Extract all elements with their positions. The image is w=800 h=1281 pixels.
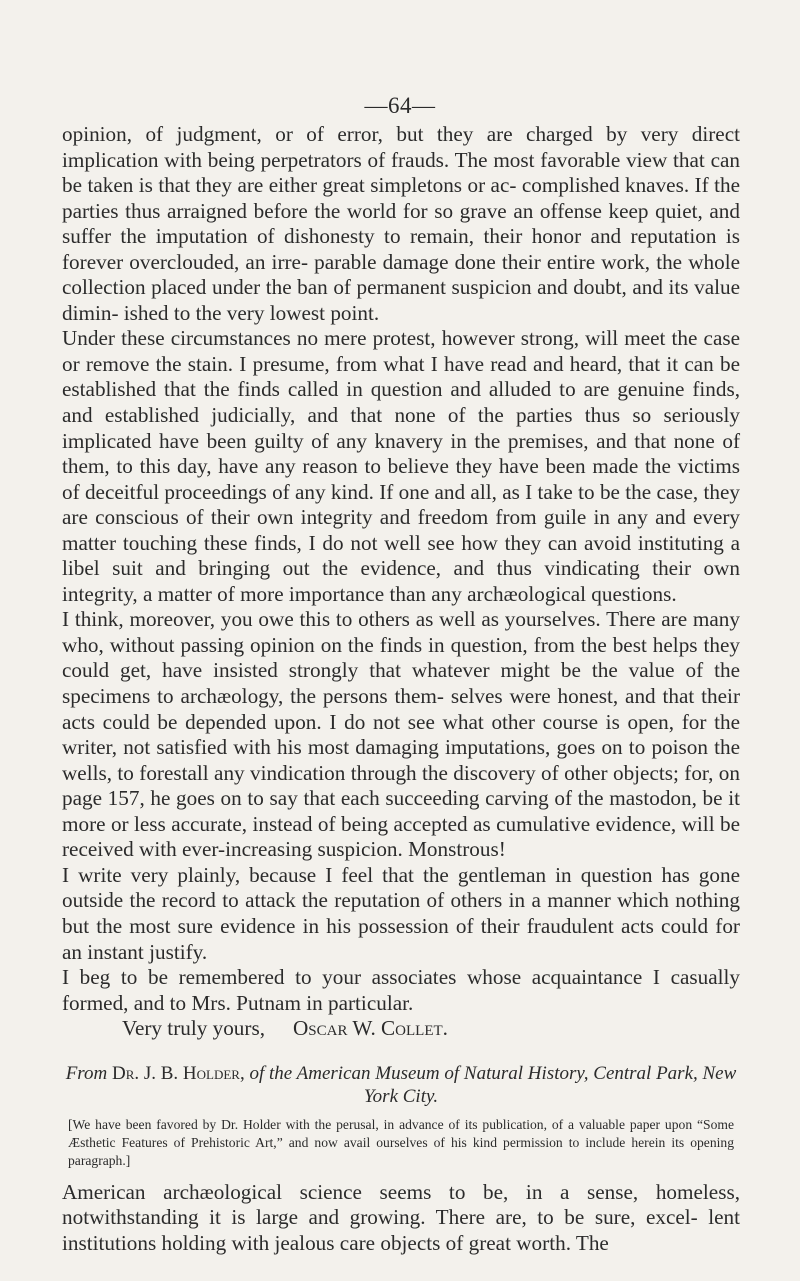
from-institution: American Museum of Natural History,	[296, 1062, 589, 1084]
paragraph-remembered: I beg to be remembered to your associates whose acquaintance I casually formed, and to Mrs. Putnam in particular.	[62, 965, 740, 1015]
from-of: of the	[249, 1062, 293, 1084]
final-paragraph: American archæological science seems to be, in a sense, homeless, notwithstanding it is large and growing. There are, to be sure, excel- lent institutions holding with jealous care objects of great worth. The	[62, 1179, 740, 1255]
signature: Oscar W. Collet.	[293, 1016, 448, 1041]
body-text	[62, 122, 740, 1256]
paragraph-circumstances: Under these circumstances no mere protest, however strong, will meet the case or remove the stain. I presume, from what I have read and heard, that it can be established that the finds called in question and alluded to are genuine finds, and established judicially, and that none of the parties thus so seriously implicated have been guilty of any knavery in the premises, and that none of them, to this day, have any reason to believe they have been made the victims of deceitful proceedings of any kind. If one and all, as I take to be the case, they are conscious of their own integrity and freedom from guile in any and every matter touching these finds, I do not well see how they can avoid instituting a libel suit and bringing out the evidence, and thus vindicating their own integrity, a matter of more importance than any archæological questions.	[62, 326, 740, 606]
paragraph-owe-this: I think, moreover, you owe this to others as well as yourselves. There are many who, without passing opinion on the finds in question, from the best helps they could get, have insisted strongly that whatever might be the value of the specimens to archæology, the persons them- selves were honest, and that their acts could be depended upon. I do not see what other course is open, for the writer, not satisfied with his most damaging imputations, goes on to poison the wells, to forestall any vindication through the discovery of other objects; for, on page 157, he goes on to say that each succeeding carving of the mastodon, be it more or less accurate, instead of being accepted as cumulative evidence, will be received with ever-increasing suspicion. Monstrous!	[62, 607, 740, 862]
from-author: Dr. J. B. Holder,	[111, 1062, 245, 1084]
editor-note: [We have been favored by Dr. Holder with the perusal, in advance of its publication, of a valuable paper upon “Some Æsthetic Features of Prehistoric Art,” and now avail ourselves of his kind permission to include herein its opening paragraph.]	[68, 1116, 734, 1168]
closing-phrase: Very truly yours,	[122, 1016, 265, 1041]
from-prefix: From	[65, 1062, 108, 1084]
from-heading	[62, 1062, 740, 1108]
paragraph-opinion: opinion, of judgment, or of error, but they are charged by very direct implication with being perpetrators of frauds. The most favorable view that can be taken is that they are either great simpletons or ac- complished knaves. If the parties thus arraigned before the world for so grave an offense keep quiet, and suffer the imputation of dishonesty to remain, their honor and reputation is forever overclouded, an irre- parable damage done their entire work, the whole collection placed under the ban of permanent suspicion and doubt, and its value dimin- ished to the very lowest point.	[62, 122, 740, 325]
paragraph-write-plainly: I write very plainly, because I feel that the gentleman in question has gone outside the record to attack the reputation of others in a manner which nothing but the most sure evidence in his possession of their fraudulent acts could for an instant justify.	[62, 862, 740, 964]
letter-closing	[62, 1016, 740, 1042]
from-location: Central Park, New York City.	[363, 1062, 737, 1107]
page-number: —64—	[364, 93, 436, 118]
